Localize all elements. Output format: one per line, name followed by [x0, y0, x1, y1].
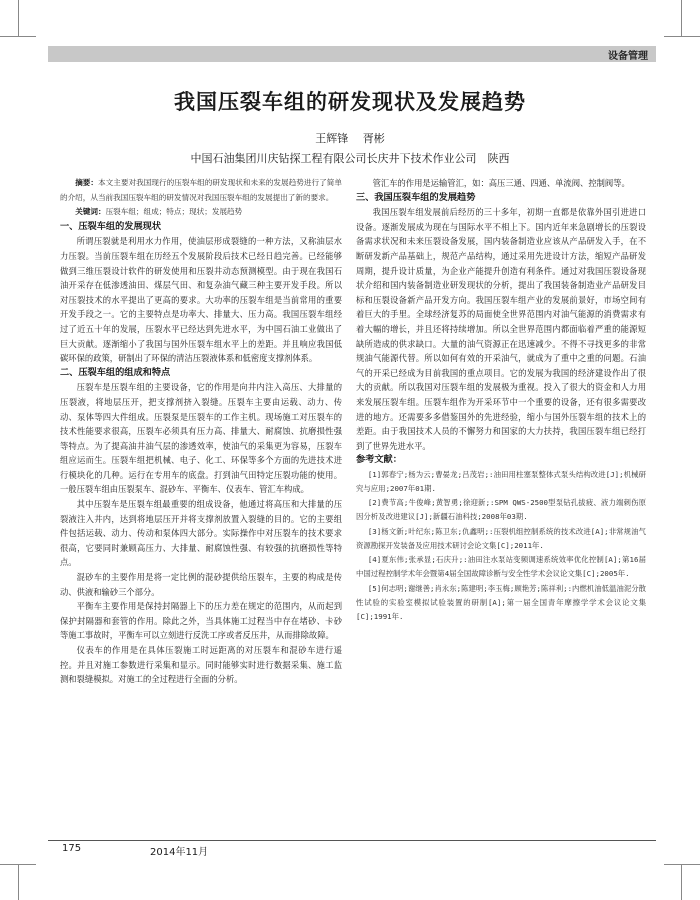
- reference-item: [2]费节高;牛俊峰;黄智勇;徐迎新;:SPM QWS-2500型泵钻孔拔疲、液力端刺伤原因分析及改进建议[J];新疆石油科技;2008年03期.: [356, 498, 646, 522]
- crop-mark: [0, 864, 36, 865]
- left-column: [60, 176, 342, 687]
- crop-mark: [18, 0, 19, 36]
- paragraph: 管汇车的作用是运输管汇，如：高压三通、四通、单流阀、控制阀等。: [372, 178, 630, 188]
- paragraph: 我国压裂车组发展前后经历的三十多年，初期一直都是依靠外国引进进口设备。逐渐发展成为现在与国际水平不相上下。国内近年来急剧增长的压裂设备需求状况和未来压裂设备发展，国内装备制造业应该从产品研发入手，在不断研发新产品基础上，规范产品结构，通过采用先进设计方法，缩短产品研发周期，提升设计质量，为企业产能提升创造有利条件。通过对我国压裂设备现状介绍和国内装备制造业研发现状的分析，提出了我国装备制造业产品研发目标和压裂设备新产品开发方向。我国压裂车组产业的发展前景好，市场空间有着巨大的手里。全球经济复苏的局面使全世界范围内对油气能源的消费需求有着大幅的增长，并且还将持续增加。所以全世界范围内都面临着严重的能源短缺所造成的供求缺口。大量的油气资源正在迅速减少。不得不寻找更多的非常规油气能源代替。所以如何有效的开采油气，就成为了重中之重的问题。石油气的开采已经成为目前我国的重点项目。它的发展为我国的经济建设作出了很大的贡献。所以我国对压裂车组的发展极为重视。投入了很大的资金和人力用来发展压裂车组。压裂车组作为开采环节中一个重要的设备，还有很多需要改进的地方。还需要多多借鉴国外的先进经验，缩小与国外压裂车组的技术上的差距。由于我国技术人员的不懈努力和国家的大力扶持，我国压裂车组已经打到了世界先进水平。: [356, 207, 646, 451]
- abstract-label: 摘要：: [75, 178, 99, 187]
- section-heading-2: 二、压裂车组的组成和特点: [60, 366, 171, 378]
- crop-mark: [18, 864, 19, 900]
- footer-rule: [48, 840, 656, 841]
- authors: 王辉锋 胥彬: [315, 132, 385, 145]
- crop-mark: [681, 864, 682, 900]
- crop-mark: [0, 36, 36, 37]
- abstract: [60, 176, 342, 205]
- abstract-text: 本文主要对我国现行的压裂车组的研发现状和未来的发展趋势进行了简单的介绍，从当前我国压裂车组的研发情况对我国压裂车组的发展提出了新的要求。: [60, 178, 342, 202]
- section-header-bar: [48, 46, 656, 62]
- paragraph: 仪表车的作用是在具体压裂施工时远距离的对压裂车和混砂车进行遥控。并且对施工参数进行采集和显示。同时能够实时进行数据采集、施工监测和裂缝模拟。对施工的全过程进行全面的分析。: [60, 645, 342, 685]
- reference-list: [356, 468, 646, 624]
- references-heading: 参考文献：: [356, 454, 402, 466]
- issue-date: 2014年11月: [150, 847, 209, 858]
- paragraph: 压裂车是压裂车组的主要设备，它的作用是向井内注入高压、大排量的压裂液，将地层压开，把支撑剂挤入裂缝。压裂车主要由运载、动力、传动、泵体等四大件组成。压裂泵是压裂车的工作主机。现场施工对压裂车的技术性能要求很高，压裂车必须具有压力高、排量大、耐腐蚀、抗磨损性强等特点。为了提高油井油气层的渗透效率，使油气的采集更为容易，压裂车组应运而生。压裂车组把机械、电子、化工、环保等多个方面的先进技术进行模块化的几种。运行在专用车的底盘。打到油气田特定压裂功能的使用。一般压裂车组由压裂泵车、混砂车、平衡车、仪表车、管汇车构成。: [60, 382, 342, 495]
- crop-mark: [664, 864, 700, 865]
- paragraph: 混砂车的主要作用是将一定比例的混砂提供给压裂车，主要的构成是传动、供液和输砂三个部分。: [60, 572, 342, 597]
- keywords-text: 压裂车组；组成；特点；现状；发展趋势: [105, 207, 243, 217]
- section-heading-1: 一、压裂车组的发展现状: [60, 220, 162, 232]
- paragraph: 平衡车主要作用是保持封隔器上下的压力差在规定的范围内，从而起到保护封隔器和套管的作用。除此之外，当具体施工过程当中存在堵砂、卡砂等施工事故时，平衡车可以立刻进行反洗工序或者反压井，从而排除故障。: [60, 601, 342, 641]
- reference-item: [4]夏东伟;张承显;石庆升;:油田注水泵站变频调速系统效率优化控制[A];第16届中国过程控制学术年会暨第4届全国故障诊断与安全性学术会议论文集[C];2005年.: [356, 555, 646, 579]
- crop-mark: [681, 0, 682, 36]
- reference-item: [5]何志明;谢继善;肖永东;陈建明;李玉梅;顾艳芳;陈祥利;:内燃机油低温油泥分散性试验的实验室模拟试验装置的研制[A];第一届全国青年摩擦学学术会议论文集[C];1991年.: [356, 583, 646, 621]
- paragraph: 所谓压裂就是利用水力作用，使油层形成裂缝的一种方法，又称油层水力压裂。当前压裂车组在历经五个发展阶段后技术已经日趋完善。已经能够做到三维压裂设计软件的研发使用和压裂井动态预测模型。由于现在我国石油开采存在低渗透油田、煤层气田、和复杂油气藏三种主要开发手段。所以对压裂技术的水平提出了更高的要求。大功率的压裂车组是当前常用的重要开发手段之一。它的主要特点是功率大、排量大、压力高。我国压裂车组经过了近五十年的发展，压裂水平已经达到先进水平，为中国石油工业做出了巨大贡献。逐渐缩小了我国与国外压裂车组水平上的差距。并且响应我国低碳环保的政策，研制出了环保的清洁压裂液体系和低密度支撑剂体系。: [60, 236, 342, 364]
- section-heading-3: 三、我国压裂车组的发展趋势: [356, 191, 476, 203]
- article-title: 我国压裂车组的研发现状及发展趋势: [174, 90, 526, 114]
- reference-item: [3]杨文新;叶纪东;陈卫东;仇鑫明;:压裂机组控制系统的技术改进[A];非常规油气资源勘探开发装备及应用技术研讨会论文集[C];2011年.: [356, 526, 646, 550]
- crop-mark: [664, 36, 700, 37]
- section-label: 设备管理: [608, 51, 648, 62]
- keywords: [60, 205, 342, 220]
- affiliation: 中国石油集团川庆钻探工程有限公司长庆井下技术作业公司 陕西: [190, 152, 510, 165]
- page-number: 175: [62, 843, 82, 854]
- paragraph: 其中压裂车是压裂车组最重要的组成设备，他通过将高压和大排量的压裂液注入井内，达到将地层压开并将支撑剂放置入裂缝的目的。它的主要组件包括运载、动力、传动和泵体四大部分。实际操作中对压裂车的技术要求很高，它要同时兼顾高压力、大排量、耐腐蚀性强、有较强的抗磨损性等特点。: [60, 499, 342, 568]
- reference-item: [1]郭春宁;杨为云;曹晏龙;吕茂岩;:油田用柱塞泵整体式泵头结构改进[J];机械研究与应用;2007年01期.: [356, 469, 646, 494]
- right-column: [356, 176, 646, 624]
- keywords-label: 关键词：: [75, 207, 106, 217]
